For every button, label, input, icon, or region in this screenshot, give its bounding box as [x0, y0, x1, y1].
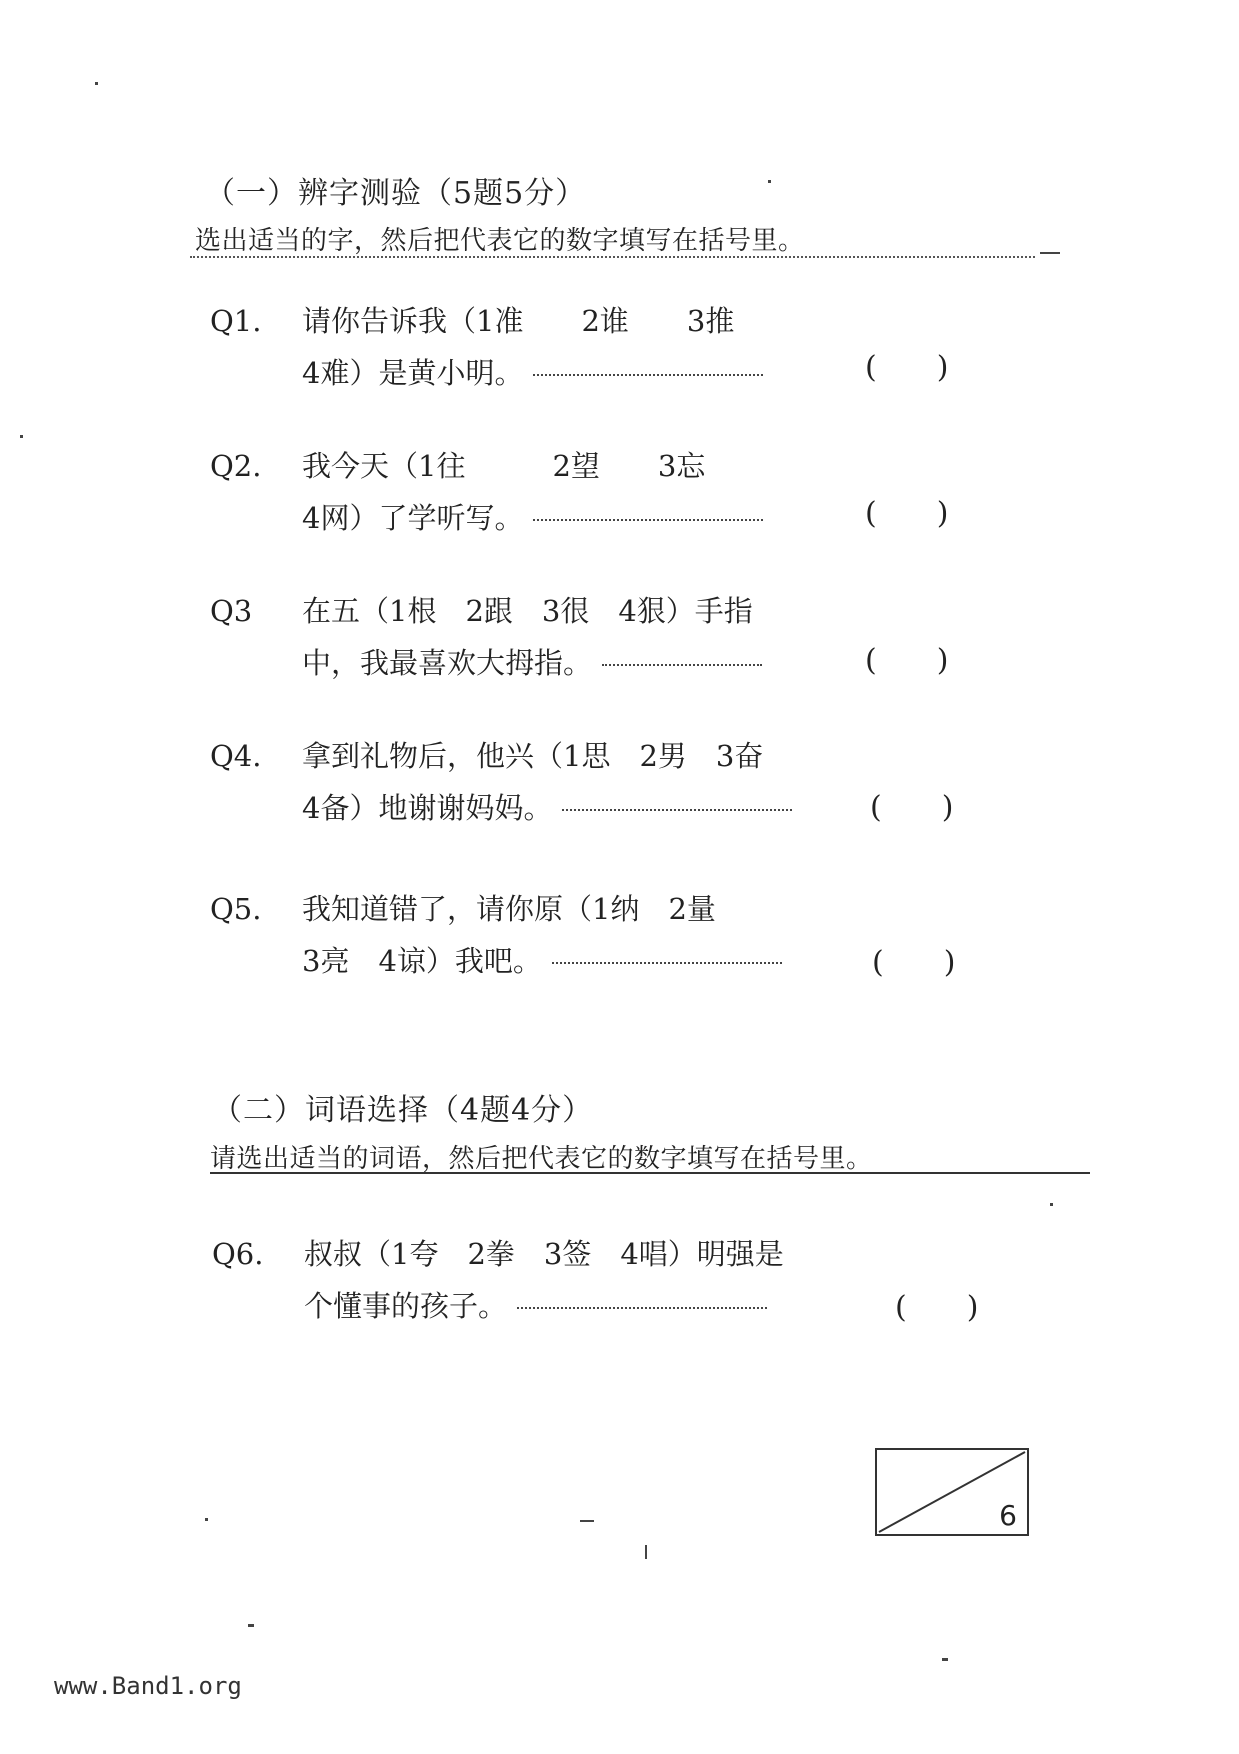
question-text-line-2: 4网）了学听写。 [302, 492, 763, 544]
question-text-line-2: 4备）地谢谢妈妈。 [302, 782, 792, 834]
question-text-line-1: 请你告诉我（1准 2谁 3推 [302, 304, 735, 338]
question-number: Q4. [210, 739, 262, 773]
scan-speck [1050, 1203, 1053, 1206]
answer-blank[interactable]: ( ) [865, 496, 949, 531]
scan-speck [20, 435, 23, 438]
scan-speck [645, 1545, 647, 1559]
question-text-line-1: 叔叔（1夸 2拳 3签 4唱）明强是 [304, 1237, 784, 1271]
question-3 [210, 585, 870, 689]
question-text-line-1: 我今天（1往 2望 3忘 [302, 449, 706, 483]
question-number: Q1. [210, 304, 262, 338]
question-4 [210, 730, 870, 834]
section-2-instruction: 请选出适当的词语，然后把代表它的数字填写在括号里。 [210, 1144, 873, 1174]
question-text-line-1: 在五（1根 2跟 3很 4狠）手指 [302, 594, 753, 628]
question-1 [210, 295, 850, 399]
answer-blank[interactable]: ( ) [895, 1290, 979, 1325]
question-number: Q5. [210, 892, 262, 926]
scan-speck [942, 1658, 948, 1661]
scan-speck [205, 1518, 208, 1521]
section-2-underline [210, 1172, 1090, 1174]
section-1-underline [190, 256, 1035, 258]
question-text-line-2: 3亮 4谅）我吧。 [302, 935, 782, 987]
score-box [875, 1448, 1029, 1536]
scan-speck [95, 82, 98, 85]
question-text-line-2: 4难）是黄小明。 [302, 347, 763, 399]
section-1-instruction: 选出适当的字，然后把代表它的数字填写在括号里。 [195, 226, 805, 256]
section-2-title: （二）词语选择（4题4分） [212, 1093, 594, 1128]
answer-blank[interactable]: ( ) [870, 790, 954, 825]
scan-speck [580, 1520, 594, 1522]
question-text-line-1: 我知道错了，请你原（1纳 2量 [302, 892, 716, 926]
question-text-line-2: 中，我最喜欢大拇指。 [302, 637, 762, 689]
scan-speck [768, 180, 771, 183]
question-text-line-1: 拿到礼物后，他兴（1思 2男 3奋 [302, 739, 764, 773]
question-6 [212, 1228, 892, 1332]
question-text-line-2: 个懂事的孩子。 [304, 1280, 767, 1332]
scan-speck [248, 1624, 254, 1627]
question-number: Q3 [210, 594, 253, 628]
question-number: Q6. [212, 1237, 264, 1271]
section-1-title: （一）辨字测验（5题5分） [205, 176, 587, 211]
watermark: www.Band1.org [54, 1672, 242, 1700]
answer-blank[interactable]: ( ) [865, 350, 949, 385]
answer-blank[interactable]: ( ) [865, 643, 949, 678]
question-number: Q2. [210, 449, 262, 483]
answer-blank[interactable]: ( ) [872, 945, 956, 980]
question-2 [210, 440, 850, 544]
score-value: 6 [999, 1499, 1017, 1532]
question-5 [210, 883, 870, 987]
scan-speck [1040, 252, 1060, 254]
